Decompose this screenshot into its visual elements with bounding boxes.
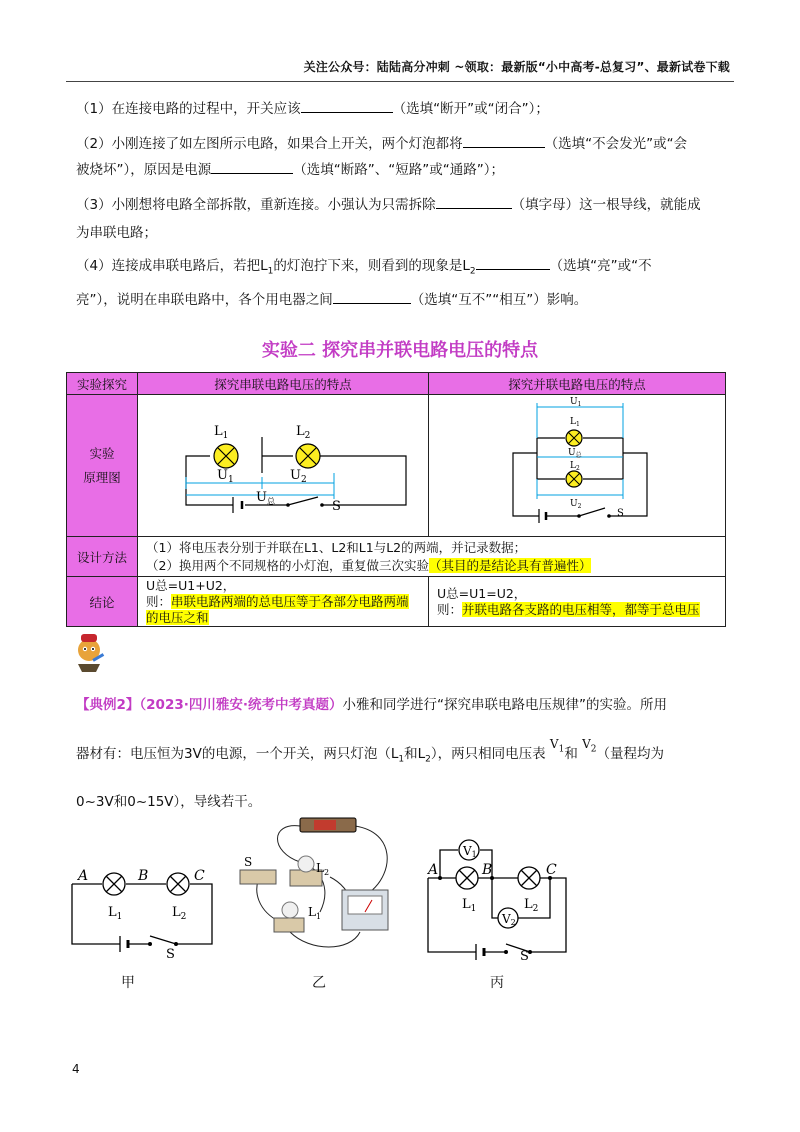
voltage-u2-label: $U_2$ [290, 468, 307, 485]
page-header: 关注公众号：陆陆高分冲刺 ~领取：最新版“小中高考-总复习”、最新试卷下载 [303, 60, 730, 74]
design-step-1: （1）将电压表分别于并联在L1、L2和L1与L2的两端，并记录数据； [146, 539, 527, 555]
design-cell [138, 537, 726, 577]
series-circuit-diagram [138, 395, 428, 533]
switch-s-label: S [166, 947, 175, 960]
lamp-l1-label: $L_1$ [308, 905, 322, 921]
circuit-figure-jia [62, 860, 222, 960]
q2-text-c: 被烧坏”），原因是电源 [76, 162, 212, 178]
q3-text-c: 为串联电路； [76, 225, 157, 241]
q4-text-e: （选填“互不”“相互”）影响。 [410, 291, 588, 308]
voltmeter-v2: $V_2$ [582, 737, 597, 755]
q4-text-c: （选填“亮”或“不 [549, 258, 652, 274]
label-line: 原理图 [83, 469, 121, 485]
table-header-row [67, 373, 726, 395]
voltmeter-v1-label: V1 [463, 844, 477, 859]
voltage-total-label: $U_总$ [256, 490, 275, 506]
label-line: 实验 [89, 445, 115, 461]
series-conclusion-highlight: 串联电路两端的总电压等于各部分电路两端的电压之和 [146, 593, 409, 625]
example-text: 小雅和同学进行“探究串联电路电压规律”的实验。所用 [342, 697, 667, 713]
voltage-u1-label: $U_1$ [217, 468, 234, 485]
switch-s-label: S [332, 499, 341, 514]
example-source: （2023·四川雅安·统考中考真题） [139, 697, 343, 713]
design-step-2: （2）换用两个不同规格的小灯泡，重复做三次实验 [146, 557, 429, 573]
diagram-row [67, 395, 726, 537]
mascot-icon [72, 630, 106, 674]
q2-text-b: （选填“不会发光”或“会 [544, 136, 688, 152]
header-rule [66, 81, 734, 82]
answer-blank [301, 100, 393, 113]
voltage-u2-label: $U_2$ [570, 499, 582, 510]
answer-blank [211, 161, 293, 174]
experiment-table [66, 372, 726, 627]
question-4 [76, 252, 736, 314]
q3-text-a: （3）小刚想将电路全部拆散，重新连接。小强认为只需拆除 [76, 197, 436, 213]
node-a-label: A [78, 868, 89, 884]
design-step-2-highlight: （其目的是结论具有普遍性） [428, 557, 592, 573]
lamp-l2-label: $L_2$ [172, 905, 187, 922]
q1-text-b: （选填“断开”或“闭合”）； [392, 101, 549, 117]
answer-blank [463, 135, 545, 148]
example-text: 和L [404, 746, 426, 762]
series-formula: U总=U1+U2， [146, 577, 236, 593]
node-b-label: B [482, 862, 493, 878]
voltage-total-label: $U_总$ [568, 448, 582, 459]
lamp-l1-label: $L_1$ [570, 417, 580, 428]
parallel-circuit-diagram [429, 395, 725, 533]
series-conclusion-cell [138, 577, 429, 627]
lamp-l2-label: $L_2$ [524, 897, 539, 914]
figure-caption-bing: 丙 [490, 975, 504, 991]
question-1 [76, 100, 736, 119]
switch-s-label: S [520, 949, 529, 960]
series-diagram-cell [138, 395, 429, 537]
q4-text-a: （4）连接成串联电路后，若把L [76, 258, 268, 274]
row-label: 结论 [67, 577, 138, 627]
series-prefix: 则： [146, 593, 172, 609]
parallel-prefix: 则： [437, 601, 463, 617]
question-2 [76, 131, 736, 183]
example-tag: 【典例2】 [76, 697, 140, 713]
header-cell: 探究串联电路电压的特点 [138, 373, 429, 395]
answer-blank [333, 291, 411, 304]
example-line-1 [76, 695, 736, 715]
parallel-formula: U总=U1=U2， [437, 585, 527, 601]
question-3 [76, 191, 736, 247]
node-c-label: C [546, 862, 557, 878]
lamp-l2-label: $L_2$ [296, 424, 311, 441]
answer-blank [436, 196, 512, 209]
circuit-figure-bing [418, 830, 578, 960]
q2-text-a: （2）小刚连接了如左图所示电路，如果合上开关，两个灯泡都将 [76, 136, 463, 152]
header-cell: 实验探究 [67, 373, 138, 395]
header-cell: 探究并联电路电压的特点 [429, 373, 726, 395]
voltmeter-v1: $V_1$ [549, 737, 565, 755]
node-c-label: C [194, 868, 205, 884]
q4-text-b: 的灯泡拧下来，则看到的现象是L [273, 258, 470, 274]
lamp-l2-label: $L_2$ [570, 461, 580, 472]
row-label [67, 395, 138, 537]
figure-caption-jia: 甲 [121, 975, 135, 991]
example-text: 和 [564, 746, 578, 762]
page-number: 4 [72, 1062, 80, 1076]
lamp-l1-label: $L_1$ [462, 897, 477, 914]
conclusion-row [67, 577, 726, 627]
q1-text-a: （1）在连接电路的过程中，开关应该 [76, 101, 301, 117]
lamp-l1-label: $L_1$ [214, 424, 229, 441]
example-line-3: 0~3V和0~15V），导线若干。 [76, 794, 262, 810]
voltmeter-v2-label: V2 [502, 912, 516, 927]
example-line-2 [76, 737, 736, 772]
example-text: （量程均为 [596, 746, 665, 762]
q4-sub-2: 2 [469, 266, 476, 277]
design-row [67, 537, 726, 577]
q4-text-d: 亮”），说明在串联电路中，各个用电器之间 [76, 291, 333, 308]
sub: 2 [425, 754, 431, 765]
switch-s-label: S [617, 508, 624, 519]
lamp-l1-label: $L_1$ [108, 905, 123, 922]
node-a-label: A [428, 862, 439, 878]
q3-text-b: （填字母）这一根导线，就能成 [511, 197, 701, 213]
row-label: 设计方法 [67, 537, 138, 577]
parallel-diagram-cell [429, 395, 726, 537]
example-text: 器材有：电压恒为3V的电源，一个开关，两只灯泡（L [76, 746, 399, 762]
lamp-l2-label: $L_2$ [316, 861, 330, 877]
figure-caption-yi: 乙 [312, 975, 326, 991]
parallel-conclusion-cell [429, 577, 726, 627]
section-title: 实验二 探究串并联电路电压的特点 [261, 340, 539, 361]
parallel-conclusion-highlight: 并联电路各支路的电压相等，都等于总电压 [462, 601, 700, 617]
apparatus-figure-yi [230, 812, 400, 962]
sub: 1 [398, 754, 405, 765]
q2-text-d: （选填“断路”、“短路”或“通路”）； [293, 162, 504, 178]
voltage-u1-label: $U_1$ [570, 397, 582, 408]
switch-s-label: S [244, 855, 253, 869]
answer-blank [476, 257, 550, 270]
q4-sub-1: 1 [267, 266, 274, 277]
node-b-label: B [138, 868, 149, 884]
example-text: ），两只相同电压表 [430, 746, 546, 762]
